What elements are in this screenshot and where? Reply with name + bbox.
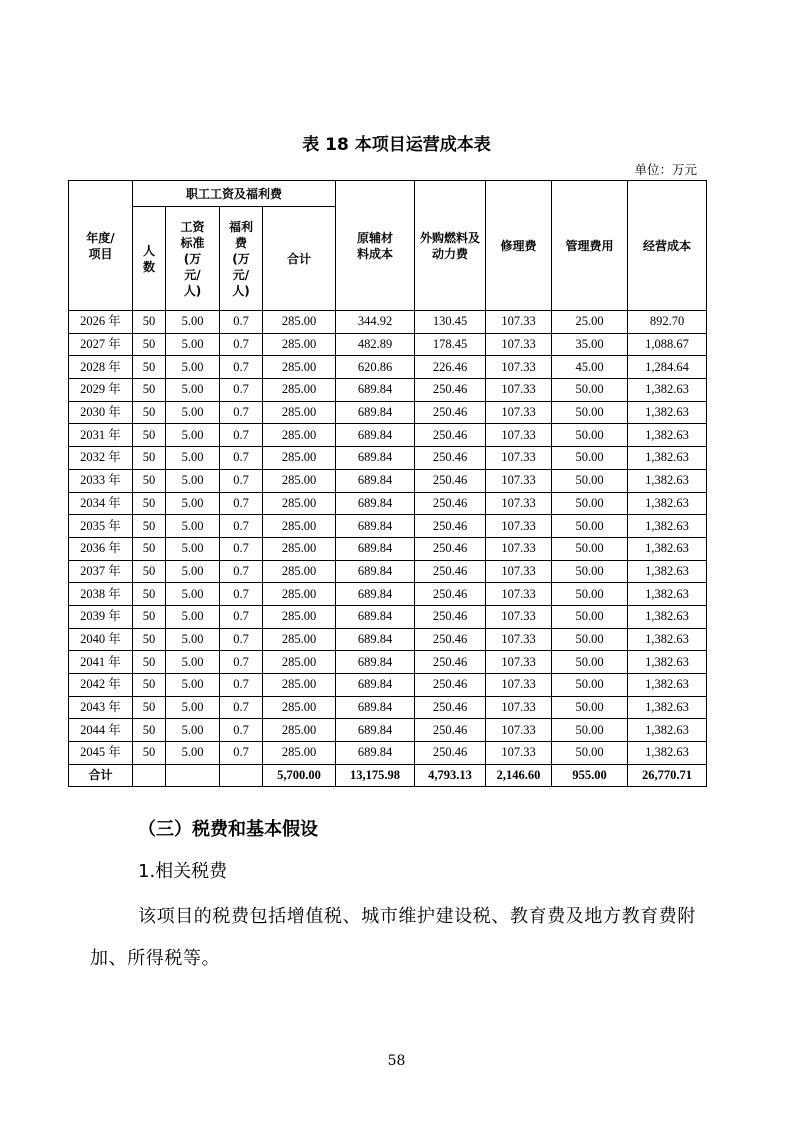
table-row xyxy=(69,651,707,674)
cell-repair: 107.33 xyxy=(486,605,552,628)
cell-year: 2037 年 xyxy=(69,560,133,583)
cell-management: 35.00 xyxy=(552,333,628,356)
cell-repair: 107.33 xyxy=(486,742,552,765)
cell-welfare: 0.7 xyxy=(220,583,263,606)
cell-repair: 107.33 xyxy=(486,560,552,583)
total-cell-operating: 26,770.71 xyxy=(628,764,707,787)
cell-welfare: 0.7 xyxy=(220,424,263,447)
total-row xyxy=(69,764,707,787)
cell-people: 50 xyxy=(133,651,166,674)
cell-welfare: 0.7 xyxy=(220,356,263,379)
cell-management: 50.00 xyxy=(552,674,628,697)
cell-management: 50.00 xyxy=(552,469,628,492)
cell-operating: 1,382.63 xyxy=(628,401,707,424)
cell-fuel: 250.46 xyxy=(415,515,486,538)
cell-people: 50 xyxy=(133,469,166,492)
cell-management: 50.00 xyxy=(552,379,628,402)
cell-year: 2035 年 xyxy=(69,515,133,538)
cell-welfare: 0.7 xyxy=(220,560,263,583)
cell-welfare: 0.7 xyxy=(220,469,263,492)
table-row xyxy=(69,719,707,742)
cell-management: 50.00 xyxy=(552,560,628,583)
cell-welfare: 0.7 xyxy=(220,537,263,560)
cell-management: 25.00 xyxy=(552,311,628,334)
cell-welfare: 0.7 xyxy=(220,696,263,719)
table-row xyxy=(69,674,707,697)
cell-operating: 1,382.63 xyxy=(628,560,707,583)
header-repair: 修理费 xyxy=(486,181,552,311)
cell-fuel: 250.46 xyxy=(415,696,486,719)
table-row xyxy=(69,333,707,356)
cell-materials: 689.84 xyxy=(336,674,415,697)
cell-year: 2028 年 xyxy=(69,356,133,379)
cell-subtotal: 285.00 xyxy=(263,719,336,742)
header-people: 人数 xyxy=(133,207,166,311)
cell-year: 2032 年 xyxy=(69,447,133,470)
unit-label: 单位：万元 xyxy=(634,162,697,177)
total-cell-welfare xyxy=(220,764,263,787)
cell-management: 50.00 xyxy=(552,401,628,424)
cell-welfare: 0.7 xyxy=(220,651,263,674)
cell-repair: 107.33 xyxy=(486,515,552,538)
cell-people: 50 xyxy=(133,356,166,379)
cell-management: 50.00 xyxy=(552,515,628,538)
cell-wage: 5.00 xyxy=(166,719,220,742)
header-operating-cost: 经营成本 xyxy=(628,181,707,311)
cell-fuel: 250.46 xyxy=(415,583,486,606)
cell-operating: 1,382.63 xyxy=(628,379,707,402)
total-cell-materials: 13,175.98 xyxy=(336,764,415,787)
cell-subtotal: 285.00 xyxy=(263,333,336,356)
cell-materials: 689.84 xyxy=(336,742,415,765)
cell-operating: 1,382.63 xyxy=(628,469,707,492)
cell-wage: 5.00 xyxy=(166,492,220,515)
header-welfare-fee: 福利费(万元/人) xyxy=(220,207,263,311)
cell-welfare: 0.7 xyxy=(220,401,263,424)
cell-management: 50.00 xyxy=(552,447,628,470)
cell-welfare: 0.7 xyxy=(220,311,263,334)
table-row xyxy=(69,605,707,628)
table-title: 表 18 本项目运营成本表 xyxy=(302,135,491,155)
cell-subtotal: 285.00 xyxy=(263,651,336,674)
cell-people: 50 xyxy=(133,605,166,628)
cell-wage: 5.00 xyxy=(166,356,220,379)
cell-operating: 892.70 xyxy=(628,311,707,334)
cell-subtotal: 285.00 xyxy=(263,742,336,765)
cell-subtotal: 285.00 xyxy=(263,696,336,719)
cell-welfare: 0.7 xyxy=(220,719,263,742)
table-row xyxy=(69,742,707,765)
cell-repair: 107.33 xyxy=(486,719,552,742)
page-number: 58 xyxy=(387,1053,406,1069)
cell-management: 50.00 xyxy=(552,651,628,674)
header-staff-group: 职工工资及福利费 xyxy=(133,181,336,207)
cell-wage: 5.00 xyxy=(166,605,220,628)
cell-materials: 689.84 xyxy=(336,537,415,560)
cell-subtotal: 285.00 xyxy=(263,492,336,515)
cell-operating: 1,382.63 xyxy=(628,674,707,697)
cell-operating: 1,382.63 xyxy=(628,719,707,742)
cell-welfare: 0.7 xyxy=(220,379,263,402)
total-cell-repair: 2,146.60 xyxy=(486,764,552,787)
cell-people: 50 xyxy=(133,742,166,765)
cell-management: 50.00 xyxy=(552,537,628,560)
cell-materials: 689.84 xyxy=(336,583,415,606)
cell-fuel: 250.46 xyxy=(415,651,486,674)
cell-welfare: 0.7 xyxy=(220,333,263,356)
cell-fuel: 250.46 xyxy=(415,424,486,447)
cell-subtotal: 285.00 xyxy=(263,311,336,334)
cell-repair: 107.33 xyxy=(486,401,552,424)
cell-subtotal: 285.00 xyxy=(263,674,336,697)
cell-people: 50 xyxy=(133,492,166,515)
total-cell-year: 合计 xyxy=(69,764,133,787)
cell-management: 45.00 xyxy=(552,356,628,379)
subheading: 1.相关税费 xyxy=(138,861,228,882)
cell-operating: 1,382.63 xyxy=(628,447,707,470)
cell-year: 2042 年 xyxy=(69,674,133,697)
cell-subtotal: 285.00 xyxy=(263,469,336,492)
cell-repair: 107.33 xyxy=(486,674,552,697)
cell-people: 50 xyxy=(133,401,166,424)
cell-fuel: 178.45 xyxy=(415,333,486,356)
cell-management: 50.00 xyxy=(552,583,628,606)
cell-wage: 5.00 xyxy=(166,311,220,334)
header-subtotal: 合计 xyxy=(263,207,336,311)
body-paragraph: 该项目的税费包括增值税、城市维护建设税、教育费及地方教育费附加、所得税等。 xyxy=(90,906,696,969)
cell-year: 2026 年 xyxy=(69,311,133,334)
cell-operating: 1,382.63 xyxy=(628,583,707,606)
total-cell-subtotal: 5,700.00 xyxy=(263,764,336,787)
cell-fuel: 250.46 xyxy=(415,628,486,651)
cell-welfare: 0.7 xyxy=(220,674,263,697)
cell-materials: 689.84 xyxy=(336,719,415,742)
cell-people: 50 xyxy=(133,311,166,334)
cell-wage: 5.00 xyxy=(166,424,220,447)
cell-operating: 1,382.63 xyxy=(628,696,707,719)
cell-people: 50 xyxy=(133,628,166,651)
total-cell-people xyxy=(133,764,166,787)
cell-repair: 107.33 xyxy=(486,583,552,606)
cell-repair: 107.33 xyxy=(486,651,552,674)
cell-people: 50 xyxy=(133,696,166,719)
cell-materials: 620.86 xyxy=(336,356,415,379)
cell-fuel: 250.46 xyxy=(415,674,486,697)
cell-fuel: 250.46 xyxy=(415,605,486,628)
cell-management: 50.00 xyxy=(552,719,628,742)
table-row xyxy=(69,379,707,402)
table-row xyxy=(69,447,707,470)
cell-management: 50.00 xyxy=(552,492,628,515)
cell-fuel: 250.46 xyxy=(415,469,486,492)
table-row xyxy=(69,583,707,606)
table-body xyxy=(69,311,707,787)
cell-welfare: 0.7 xyxy=(220,447,263,470)
cell-fuel: 250.46 xyxy=(415,401,486,424)
cell-people: 50 xyxy=(133,583,166,606)
table-row xyxy=(69,696,707,719)
cell-operating: 1,382.63 xyxy=(628,651,707,674)
cell-fuel: 250.46 xyxy=(415,447,486,470)
table-row xyxy=(69,515,707,538)
cell-materials: 689.84 xyxy=(336,469,415,492)
cell-repair: 107.33 xyxy=(486,628,552,651)
table-row xyxy=(69,401,707,424)
cell-operating: 1,382.63 xyxy=(628,605,707,628)
cell-management: 50.00 xyxy=(552,696,628,719)
cell-subtotal: 285.00 xyxy=(263,628,336,651)
table-row xyxy=(69,469,707,492)
header-fuel-power: 外购燃料及动力费 xyxy=(415,181,486,311)
cell-year: 2044 年 xyxy=(69,719,133,742)
cell-year: 2033 年 xyxy=(69,469,133,492)
header-management: 管理费用 xyxy=(552,181,628,311)
cell-management: 50.00 xyxy=(552,605,628,628)
cell-fuel: 250.46 xyxy=(415,537,486,560)
table-row xyxy=(69,537,707,560)
cell-repair: 107.33 xyxy=(486,356,552,379)
cell-people: 50 xyxy=(133,515,166,538)
cell-subtotal: 285.00 xyxy=(263,537,336,560)
table-row xyxy=(69,560,707,583)
cell-management: 50.00 xyxy=(552,742,628,765)
cell-materials: 689.84 xyxy=(336,560,415,583)
cell-materials: 344.92 xyxy=(336,311,415,334)
cell-wage: 5.00 xyxy=(166,515,220,538)
cell-subtotal: 285.00 xyxy=(263,356,336,379)
cell-fuel: 250.46 xyxy=(415,742,486,765)
total-cell-fuel: 4,793.13 xyxy=(415,764,486,787)
cell-repair: 107.33 xyxy=(486,492,552,515)
cell-wage: 5.00 xyxy=(166,696,220,719)
operating-cost-table xyxy=(68,180,707,787)
cell-year: 2027 年 xyxy=(69,333,133,356)
cell-repair: 107.33 xyxy=(486,696,552,719)
cell-materials: 689.84 xyxy=(336,696,415,719)
cell-subtotal: 285.00 xyxy=(263,401,336,424)
cell-management: 50.00 xyxy=(552,628,628,651)
table-row xyxy=(69,628,707,651)
cell-year: 2031 年 xyxy=(69,424,133,447)
cell-year: 2040 年 xyxy=(69,628,133,651)
cell-subtotal: 285.00 xyxy=(263,424,336,447)
cell-wage: 5.00 xyxy=(166,674,220,697)
cell-operating: 1,382.63 xyxy=(628,742,707,765)
cell-repair: 107.33 xyxy=(486,447,552,470)
cell-wage: 5.00 xyxy=(166,651,220,674)
cell-wage: 5.00 xyxy=(166,560,220,583)
cell-subtotal: 285.00 xyxy=(263,447,336,470)
cell-subtotal: 285.00 xyxy=(263,560,336,583)
cell-wage: 5.00 xyxy=(166,379,220,402)
cell-people: 50 xyxy=(133,560,166,583)
cell-repair: 107.33 xyxy=(486,469,552,492)
cell-people: 50 xyxy=(133,424,166,447)
cell-materials: 689.84 xyxy=(336,379,415,402)
cell-materials: 689.84 xyxy=(336,424,415,447)
header-materials: 原辅材料成本 xyxy=(336,181,415,311)
header-year-item: 年度/项目 xyxy=(69,181,133,311)
cell-materials: 689.84 xyxy=(336,628,415,651)
cell-materials: 689.84 xyxy=(336,401,415,424)
cell-subtotal: 285.00 xyxy=(263,583,336,606)
cell-subtotal: 285.00 xyxy=(263,379,336,402)
cell-year: 2041 年 xyxy=(69,651,133,674)
cell-wage: 5.00 xyxy=(166,537,220,560)
cell-repair: 107.33 xyxy=(486,333,552,356)
cell-materials: 689.84 xyxy=(336,605,415,628)
cell-wage: 5.00 xyxy=(166,447,220,470)
cell-materials: 482.89 xyxy=(336,333,415,356)
cell-fuel: 250.46 xyxy=(415,719,486,742)
cell-materials: 689.84 xyxy=(336,447,415,470)
cell-operating: 1,284.64 xyxy=(628,356,707,379)
cell-year: 2036 年 xyxy=(69,537,133,560)
header-wage-standard: 工资标准(万元/人) xyxy=(166,207,220,311)
cell-year: 2029 年 xyxy=(69,379,133,402)
cell-fuel: 226.46 xyxy=(415,356,486,379)
cell-operating: 1,088.67 xyxy=(628,333,707,356)
section-heading: （三）税费和基本假设 xyxy=(138,819,318,840)
cell-welfare: 0.7 xyxy=(220,492,263,515)
cell-repair: 107.33 xyxy=(486,424,552,447)
cell-fuel: 250.46 xyxy=(415,379,486,402)
table-row xyxy=(69,356,707,379)
total-cell-wage xyxy=(166,764,220,787)
cell-fuel: 130.45 xyxy=(415,311,486,334)
cell-subtotal: 285.00 xyxy=(263,515,336,538)
table-row xyxy=(69,311,707,334)
cell-repair: 107.33 xyxy=(486,311,552,334)
cell-wage: 5.00 xyxy=(166,469,220,492)
cell-repair: 107.33 xyxy=(486,537,552,560)
cell-fuel: 250.46 xyxy=(415,492,486,515)
cell-people: 50 xyxy=(133,333,166,356)
cell-people: 50 xyxy=(133,447,166,470)
cell-materials: 689.84 xyxy=(336,515,415,538)
cell-wage: 5.00 xyxy=(166,583,220,606)
cell-wage: 5.00 xyxy=(166,628,220,651)
cell-management: 50.00 xyxy=(552,424,628,447)
cell-people: 50 xyxy=(133,674,166,697)
cell-repair: 107.33 xyxy=(486,379,552,402)
table-row xyxy=(69,424,707,447)
cell-welfare: 0.7 xyxy=(220,628,263,651)
cell-welfare: 0.7 xyxy=(220,742,263,765)
cell-operating: 1,382.63 xyxy=(628,492,707,515)
cell-fuel: 250.46 xyxy=(415,560,486,583)
table-row xyxy=(69,492,707,515)
cell-year: 2038 年 xyxy=(69,583,133,606)
cell-wage: 5.00 xyxy=(166,333,220,356)
cell-welfare: 0.7 xyxy=(220,515,263,538)
cell-operating: 1,382.63 xyxy=(628,537,707,560)
cell-year: 2030 年 xyxy=(69,401,133,424)
cell-year: 2039 年 xyxy=(69,605,133,628)
cell-wage: 5.00 xyxy=(166,742,220,765)
cell-year: 2045 年 xyxy=(69,742,133,765)
cell-year: 2034 年 xyxy=(69,492,133,515)
cell-people: 50 xyxy=(133,379,166,402)
cell-operating: 1,382.63 xyxy=(628,515,707,538)
cell-materials: 689.84 xyxy=(336,651,415,674)
cell-materials: 689.84 xyxy=(336,492,415,515)
cell-wage: 5.00 xyxy=(166,401,220,424)
cell-operating: 1,382.63 xyxy=(628,424,707,447)
cell-people: 50 xyxy=(133,719,166,742)
cell-year: 2043 年 xyxy=(69,696,133,719)
cell-operating: 1,382.63 xyxy=(628,628,707,651)
cell-welfare: 0.7 xyxy=(220,605,263,628)
cell-people: 50 xyxy=(133,537,166,560)
total-cell-management: 955.00 xyxy=(552,764,628,787)
cell-subtotal: 285.00 xyxy=(263,605,336,628)
